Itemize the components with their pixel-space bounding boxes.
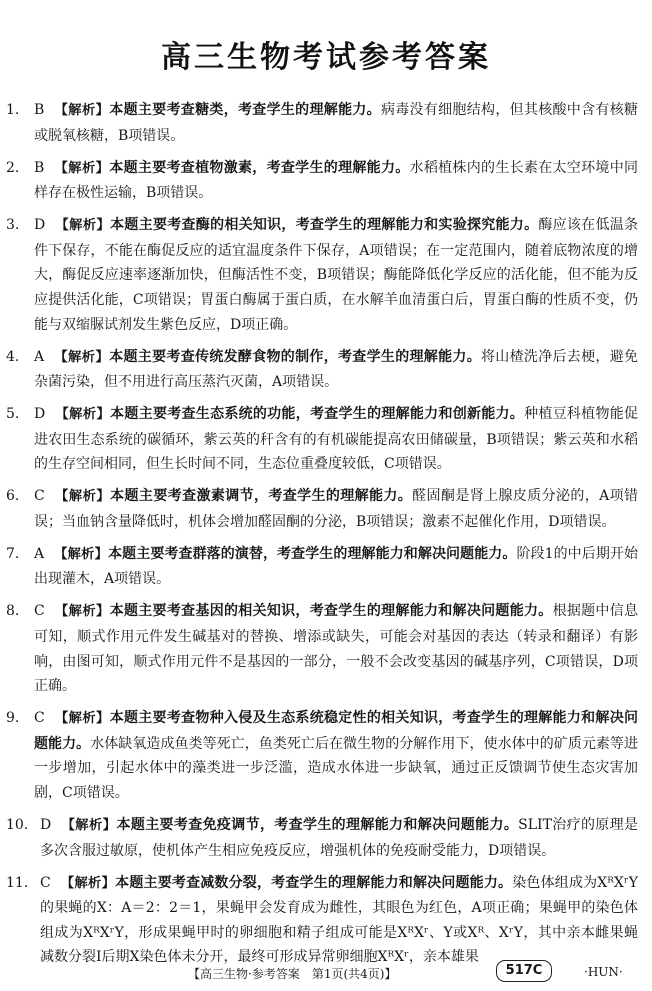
item-number: 4. (6, 348, 20, 365)
answer-item-4 (0, 345, 652, 395)
item-number: 11. (6, 874, 29, 891)
item-number: 2. (6, 159, 20, 176)
answer-item-3 (0, 213, 652, 337)
topic-summary: 本题主要考查酶的相关知识，考查学生的理解能力和实验探究能力。 (110, 217, 539, 234)
answer-item-11 (0, 871, 652, 970)
region-mark: ·HUN· (584, 965, 623, 979)
analysis-tag: 【解析】 (54, 546, 109, 562)
answer-item-8 (0, 599, 652, 698)
analysis-tag: 【解析】 (54, 103, 110, 118)
topic-summary: 本题主要考查激素调节，考查学生的理解能力。 (110, 488, 413, 505)
topic-summary: 本题主要考查减数分裂，考查学生的理解能力和解决问题能力。 (115, 874, 513, 891)
item-number: 3. (6, 217, 20, 234)
item-number: 5. (6, 406, 20, 423)
item-number: 8. (6, 603, 20, 620)
topic-summary: 本题主要考查植物激素，考查学生的理解能力。 (109, 159, 410, 176)
answer-letter: D (40, 816, 52, 833)
explanation: 酶应该在低温条件下保存，不能在酶促反应的适宜温度条件下保存，A项错误；在一定范围内，随着底物浓度的增大，酶促反应速率逐渐加快，但酶活性不变，B项错误；酶能降低化学反应的活化能，但不能为反应提供活化能，C项错误；胃蛋白酶属于蛋白质，在水解羊血清蛋白后，胃蛋白酶的性质不变，仍能与双缩脲试剂发生紫色反应，D项正确。 (34, 217, 638, 333)
answer-letter: A (34, 348, 45, 365)
explanation: 将山楂洗净后去梗，避免杂菌污染，但不用进行高压蒸汽灭菌，A项错误。 (34, 348, 639, 391)
topic-summary: 本题主要考查糖类，考查学生的理解能力。 (109, 102, 381, 118)
answer-letter: C (34, 710, 45, 727)
topic-summary: 本题主要考查生态系统的功能，考查学生的理解能力和创新能力。 (110, 406, 525, 423)
analysis-tag: 【解析】 (55, 218, 111, 234)
explanation: 种植豆科植物能促进农田生态系统的碳循环，紫云英的秆含有的有机碳能提高农田储碳量，B项错误；紫云英和水稻的生存空间相同，但生长时间不同，生态位重叠度较低，C项错误。 (34, 406, 639, 473)
explanation: 水体缺氧造成鱼类等死亡，鱼类死亡后在微生物的分解作用下，使水体中的矿质元素等进一步增加，引起水体中的藻类进一步泛滥，造成水体进一步缺氧，通过正反馈调节使生态灾害加剧，C项错误。 (34, 735, 639, 801)
analysis-tag: 【解析】 (54, 160, 110, 176)
answer-item-6 (0, 484, 652, 534)
answer-letter: D (34, 217, 46, 234)
item-number: 7. (6, 545, 20, 562)
item-number: 6. (6, 488, 20, 505)
exam-code-badge: 517C (496, 960, 552, 982)
item-number: 1. (6, 102, 20, 118)
answer-letter: D (34, 406, 46, 423)
answer-item-1 (0, 98, 652, 148)
explanation: 根据题中信息可知，顺式作用元件发生碱基对的替换、增添或缺失，可能会对基因的表达（转录和翻译）有影响，由图可知，顺式作用元件不是基因的一部分，一般不会改变基因的碱基序列，C项错误，D项正确。 (34, 603, 638, 695)
analysis-tag: 【解析】 (55, 407, 111, 423)
page-title: 高三生物考试参考答案 (161, 40, 491, 75)
answer-letter: C (34, 488, 45, 505)
answer-item-7 (0, 542, 652, 592)
footer-page-info: 【高三生物·参考答案 第1页(共4页)】 (188, 967, 397, 981)
explanation: SLIT治疗的原理是多次含服过敏原，使机体产生相应免疫反应，增强机体的免疫耐受能力，D项错误。 (40, 816, 638, 859)
analysis-tag: 【解析】 (54, 711, 110, 727)
page-footer (0, 960, 652, 984)
analysis-tag: 【解析】 (54, 349, 110, 365)
answer-item-10 (0, 813, 652, 863)
answer-item-5 (0, 402, 652, 477)
item-number: 10. (6, 816, 29, 833)
answer-letter: C (40, 874, 51, 891)
answer-list (0, 98, 652, 977)
analysis-tag: 【解析】 (61, 817, 117, 833)
topic-summary: 本题主要考查传统发酵食物的制作，考查学生的理解能力。 (109, 348, 481, 365)
topic-summary: 本题主要考查物种入侵及生态系统稳定性的相关知识，考查学生的理解能力和解决问题能力。 (34, 710, 638, 752)
explanation: 水稻植株内的生长素在太空环境中同样存在极性运输，B项错误。 (34, 159, 638, 202)
answer-letter: B (34, 102, 45, 118)
topic-summary: 本题主要考查免疫调节，考查学生的理解能力和解决问题能力。 (116, 816, 519, 833)
explanation: 染色体组成为XᴿXʳY的果蝇的X：A＝2：2＝1，果蝇甲会发育成为雌性，其眼色为红色，A项正确；果蝇甲的染色体组成为XᴿXʳY，形成果蝇甲时的卵细胞和精子组成可能是XᴿXʳ、Y或Xᴿ、XʳY，其中亲本雌果蝇减数分裂Ⅰ后期X染色体未分开，最终可形成异常卵细胞XᴿXʳ，亲本雄果 (40, 874, 638, 966)
answer-letter: A (34, 545, 45, 562)
item-number: 9. (6, 710, 20, 727)
explanation: 阶段1的中后期开始出现灌木，A项错误。 (34, 545, 638, 588)
answer-letter: C (34, 603, 45, 620)
topic-summary: 本题主要考查基因的相关知识，考查学生的理解能力和解决问题能力。 (109, 603, 553, 620)
topic-summary: 本题主要考查群落的演替，考查学生的理解能力和解决问题能力。 (108, 545, 517, 562)
analysis-tag: 【解析】 (54, 489, 111, 505)
explanation: 醛固酮是肾上腺皮质分泌的，A项错误；当血钠含量降低时，机体会增加醛固酮的分泌，B项错误；激素不起催化作用，D项错误。 (34, 488, 638, 530)
analysis-tag: 【解析】 (60, 875, 116, 891)
analysis-tag: 【解析】 (54, 604, 110, 620)
explanation: 病毒没有细胞结构，但其核酸中含有核糖或脱氧核糖，B项错误。 (34, 102, 638, 144)
answer-letter: B (34, 159, 45, 176)
answer-item-2 (0, 156, 652, 206)
answer-item-9 (0, 706, 652, 805)
